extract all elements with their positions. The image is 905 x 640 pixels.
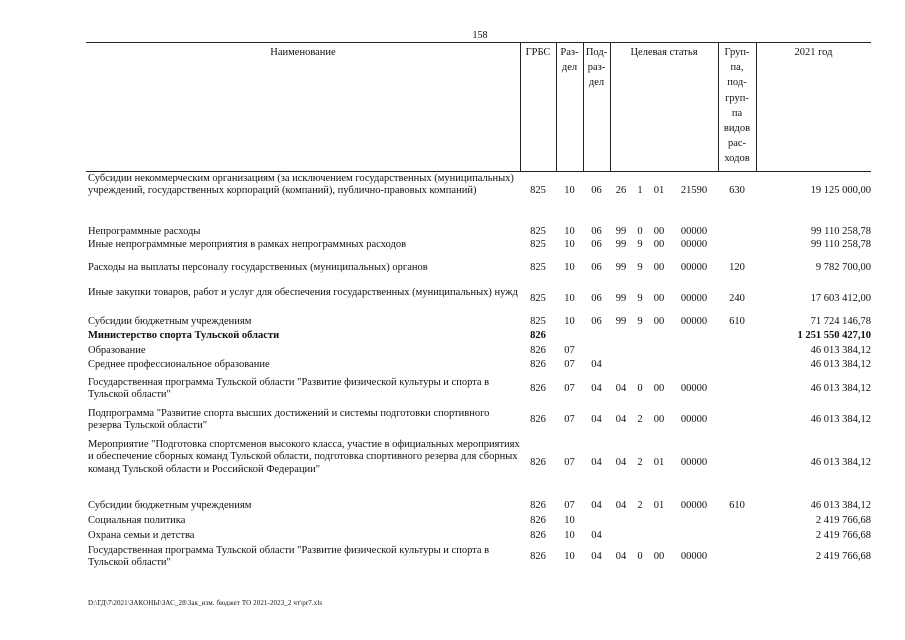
row-name: Среднее профессиональное образование	[88, 359, 270, 370]
header-line: под-	[727, 77, 747, 89]
cell-amount: 9 782 700,00	[815, 262, 871, 273]
cell-amount: 17 603 412,00	[810, 293, 871, 304]
cell-amount: 46 013 384,12	[810, 414, 871, 425]
cell-grbs: 826	[530, 457, 546, 468]
header-line: видов	[723, 123, 751, 135]
cell-expense-type: 610	[729, 316, 745, 327]
cell-target-direction: 00000	[680, 316, 708, 327]
cell-podrazdel: 04	[591, 551, 602, 562]
cell-amount: 1 251 550 427,10	[797, 330, 871, 341]
cell-amount: 46 013 384,12	[810, 359, 871, 370]
cell-expense-type: 630	[729, 185, 745, 196]
header-line: Груп-	[724, 47, 750, 58]
cell-amount: 46 013 384,12	[810, 383, 871, 394]
row-name: Субсидии бюджетным учреждениям	[88, 500, 252, 511]
cell-razdel: 07	[564, 457, 575, 468]
cell-target-program: 99	[615, 262, 627, 273]
column-divider	[520, 43, 521, 171]
cell-grbs: 826	[530, 330, 546, 341]
cell-grbs: 825	[530, 316, 546, 327]
row-name: Государственная программа Тульской области "Развитие физической культуры и спорта в Тульской области"	[88, 377, 490, 401]
cell-grbs: 826	[530, 414, 546, 425]
budget-table	[86, 42, 871, 569]
cell-grbs: 826	[530, 383, 546, 394]
cell-razdel: 10	[564, 515, 575, 526]
cell-podrazdel: 06	[591, 293, 602, 304]
cell-razdel: 10	[564, 316, 575, 327]
column-divider	[756, 43, 757, 171]
header-group	[718, 45, 756, 167]
header-podrazdel	[583, 45, 610, 91]
cell-target-direction: 00000	[680, 239, 708, 250]
header-name: Наименование	[270, 47, 336, 58]
cell-target-event: 00	[653, 551, 665, 562]
cell-grbs: 826	[530, 530, 546, 541]
file-path-footer: D:\ГД\7\2021\ЗАКОНЫ\ЗАС_28\Зак_изм. бюджет ТО 2021-2023_2 чт\pr7.xls	[88, 599, 323, 607]
cell-amount: 46 013 384,12	[810, 457, 871, 468]
cell-target-event: 01	[653, 500, 665, 511]
cell-razdel: 10	[564, 226, 575, 237]
cell-amount: 46 013 384,12	[810, 500, 871, 511]
cell-target-event: 01	[653, 457, 665, 468]
cell-target-direction: 00000	[680, 414, 708, 425]
cell-amount: 99 110 258,78	[811, 239, 871, 250]
header-line: па	[731, 107, 743, 119]
cell-target-event: 00	[653, 316, 665, 327]
cell-razdel: 10	[564, 185, 575, 196]
header-target: Целевая статья	[630, 47, 698, 58]
cell-podrazdel: 04	[591, 383, 602, 394]
cell-razdel: 07	[564, 345, 575, 356]
row-name: Подпрограмма "Развитие спорта высших достижений и системы подготовки спортивного резерва Тульской области"	[88, 408, 490, 432]
cell-target-program: 04	[615, 383, 627, 394]
cell-target-program: 99	[615, 293, 627, 304]
cell-razdel: 10	[564, 262, 575, 273]
header-line: Под-	[585, 47, 608, 58]
cell-target-event: 00	[653, 226, 665, 237]
cell-amount: 19 125 000,00	[810, 185, 871, 196]
page-number: 158	[472, 30, 488, 41]
cell-target-direction: 00000	[680, 383, 708, 394]
cell-grbs: 825	[530, 293, 546, 304]
row-name: Образование	[88, 345, 146, 356]
cell-razdel: 10	[564, 530, 575, 541]
header-grbs: ГРБС	[525, 47, 551, 58]
cell-amount: 2 419 766,68	[815, 551, 871, 562]
cell-podrazdel: 06	[591, 239, 602, 250]
cell-target-subprogram: 9	[637, 293, 643, 304]
cell-grbs: 826	[530, 551, 546, 562]
cell-target-subprogram: 9	[637, 262, 643, 273]
cell-podrazdel: 04	[591, 414, 602, 425]
cell-target-direction: 00000	[680, 500, 708, 511]
cell-target-direction: 00000	[680, 226, 708, 237]
cell-amount: 99 110 258,78	[811, 226, 871, 237]
table-header	[86, 42, 871, 172]
cell-razdel: 07	[564, 383, 575, 394]
cell-razdel: 10	[564, 239, 575, 250]
cell-target-direction: 00000	[680, 262, 708, 273]
cell-target-subprogram: 0	[637, 551, 643, 562]
cell-amount: 46 013 384,12	[810, 345, 871, 356]
row-name: Иные непрограммные мероприятия в рамках непрограммных расходов	[88, 239, 407, 250]
cell-target-subprogram: 2	[637, 414, 643, 425]
cell-target-program: 04	[615, 551, 627, 562]
row-name: Министерство спорта Тульской области	[88, 330, 280, 341]
cell-target-direction: 00000	[680, 293, 708, 304]
cell-target-program: 04	[615, 414, 627, 425]
cell-target-subprogram: 0	[637, 383, 643, 394]
cell-razdel: 10	[564, 551, 575, 562]
cell-podrazdel: 06	[591, 262, 602, 273]
row-name: Социальная политика	[88, 515, 186, 526]
cell-amount: 2 419 766,68	[815, 515, 871, 526]
row-name: Иные закупки товаров, работ и услуг для обеспечения государственных (муниципальных) нужд	[88, 287, 518, 298]
cell-target-program: 26	[615, 185, 627, 196]
column-divider	[610, 43, 611, 171]
row-name: Расходы на выплаты персоналу государственных (муниципальных) органов	[88, 262, 428, 273]
cell-grbs: 826	[530, 515, 546, 526]
row-name: Государственная программа Тульской области "Развитие физической культуры и спорта в Тульской области"	[88, 545, 490, 569]
cell-target-event: 00	[653, 239, 665, 250]
header-line: па,	[730, 62, 744, 74]
header-line: раз-	[587, 62, 606, 74]
row-name: Непрограммные расходы	[88, 226, 201, 237]
header-razdel	[556, 45, 583, 75]
cell-target-event: 00	[653, 293, 665, 304]
cell-razdel: 10	[564, 293, 575, 304]
cell-amount: 71 724 146,78	[810, 316, 871, 327]
cell-podrazdel: 04	[591, 530, 602, 541]
header-line: дел	[588, 77, 605, 89]
cell-target-subprogram: 2	[637, 500, 643, 511]
cell-target-program: 04	[615, 457, 627, 468]
cell-target-subprogram: 9	[637, 316, 643, 327]
cell-target-subprogram: 2	[637, 457, 643, 468]
cell-target-event: 00	[653, 262, 665, 273]
header-line: Раз-	[560, 47, 579, 58]
cell-target-event: 01	[653, 185, 665, 196]
cell-podrazdel: 04	[591, 359, 602, 370]
cell-grbs: 826	[530, 359, 546, 370]
cell-grbs: 825	[530, 262, 546, 273]
cell-podrazdel: 06	[591, 316, 602, 327]
cell-grbs: 825	[530, 226, 546, 237]
row-name: Субсидии бюджетным учреждениям	[88, 316, 252, 327]
cell-target-program: 99	[615, 316, 627, 327]
row-name: Охрана семьи и детства	[88, 530, 195, 541]
cell-target-subprogram: 9	[637, 239, 643, 250]
header-line: дел	[561, 62, 578, 74]
row-name: Мероприятие "Подготовка спортсменов высокого класса, участие в официальных мероприятиях и обеспечение сборных команд Тульской области, подготовка спортивного резерва для сборных команд Тульской области и Российской Федерации"	[88, 439, 520, 475]
cell-target-subprogram: 1	[637, 185, 643, 196]
cell-target-event: 00	[653, 414, 665, 425]
header-year: 2021 год	[794, 47, 833, 58]
cell-target-direction: 00000	[680, 551, 708, 562]
cell-razdel: 07	[564, 359, 575, 370]
cell-grbs: 825	[530, 185, 546, 196]
cell-target-direction: 21590	[680, 185, 708, 196]
header-line: рас-	[727, 138, 747, 150]
header-line: ходов	[724, 153, 750, 165]
cell-target-program: 99	[615, 239, 627, 250]
header-line: груп-	[725, 92, 749, 104]
cell-target-direction: 00000	[680, 457, 708, 468]
cell-target-program: 04	[615, 500, 627, 511]
cell-podrazdel: 06	[591, 185, 602, 196]
cell-grbs: 825	[530, 239, 546, 250]
cell-razdel: 07	[564, 414, 575, 425]
cell-podrazdel: 06	[591, 226, 602, 237]
cell-expense-type: 240	[729, 293, 745, 304]
cell-grbs: 826	[530, 500, 546, 511]
cell-podrazdel: 04	[591, 457, 602, 468]
cell-expense-type: 120	[729, 262, 745, 273]
cell-target-program: 99	[615, 226, 627, 237]
cell-amount: 2 419 766,68	[815, 530, 871, 541]
cell-podrazdel: 04	[591, 500, 602, 511]
cell-target-event: 00	[653, 383, 665, 394]
cell-target-subprogram: 0	[637, 226, 643, 237]
cell-expense-type: 610	[729, 500, 745, 511]
cell-razdel: 07	[564, 500, 575, 511]
row-name: Субсидии некоммерческим организациям (за исключением государственных (муниципальных) учреждений, государственных корпораций (компаний), публично-правовых компаний)	[88, 173, 514, 197]
cell-grbs: 826	[530, 345, 546, 356]
